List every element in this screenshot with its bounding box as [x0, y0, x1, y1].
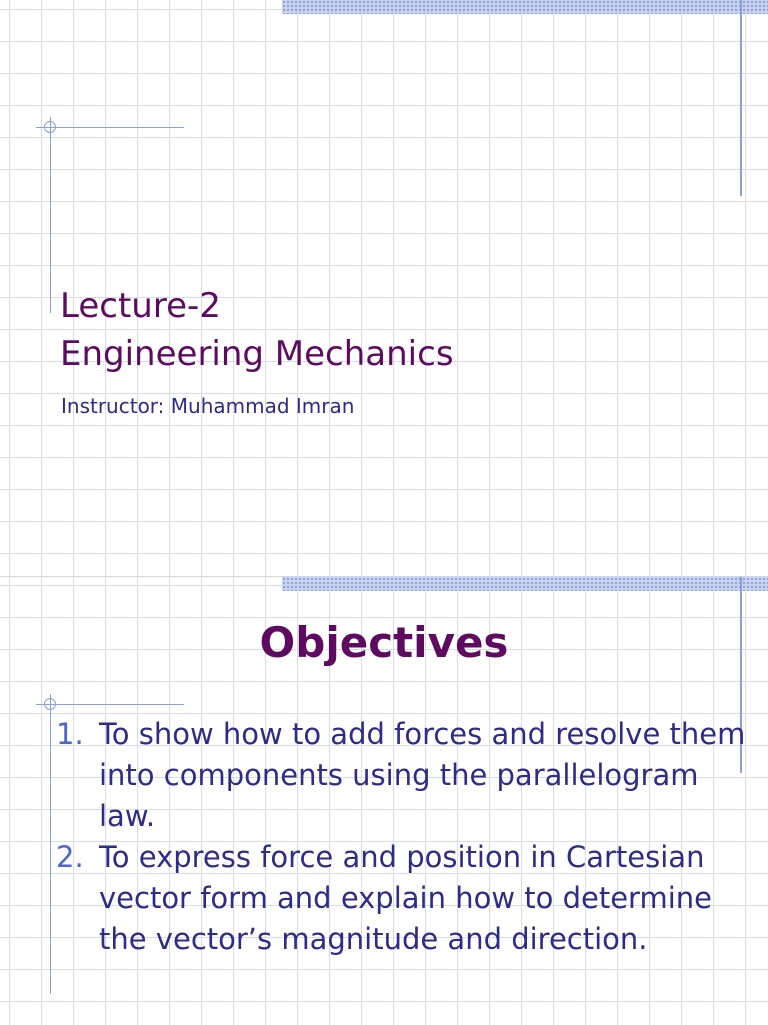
right-accent-line	[740, 0, 742, 196]
dotted-header-band	[282, 0, 768, 14]
list-item-text: To show how to add forces and resolve them into components using the parallelogram law.	[99, 717, 746, 833]
objectives-list	[56, 714, 746, 960]
slide-objectives	[0, 576, 768, 1025]
left-accent-line	[50, 117, 51, 313]
list-item	[56, 837, 746, 960]
horizontal-accent-line	[36, 127, 184, 128]
crosshair-icon	[44, 121, 56, 133]
title-line-1: Lecture-2	[60, 286, 221, 326]
crosshair-icon	[44, 698, 56, 710]
list-item-text: To express force and position in Cartesian vector form and explain how to determine the vector’s magnitude and direction.	[99, 840, 712, 956]
instructor-subtitle: Instructor: Muhammad Imran	[61, 394, 355, 418]
lecture-title	[60, 282, 454, 378]
left-accent-line	[50, 694, 51, 994]
dotted-header-band	[282, 577, 768, 591]
list-item	[56, 714, 746, 837]
horizontal-accent-line	[36, 704, 184, 705]
list-item-number: 2.	[56, 840, 84, 874]
list-item-number: 1.	[56, 717, 84, 751]
objectives-title: Objectives	[259, 618, 509, 667]
title-line-2: Engineering Mechanics	[60, 334, 454, 374]
